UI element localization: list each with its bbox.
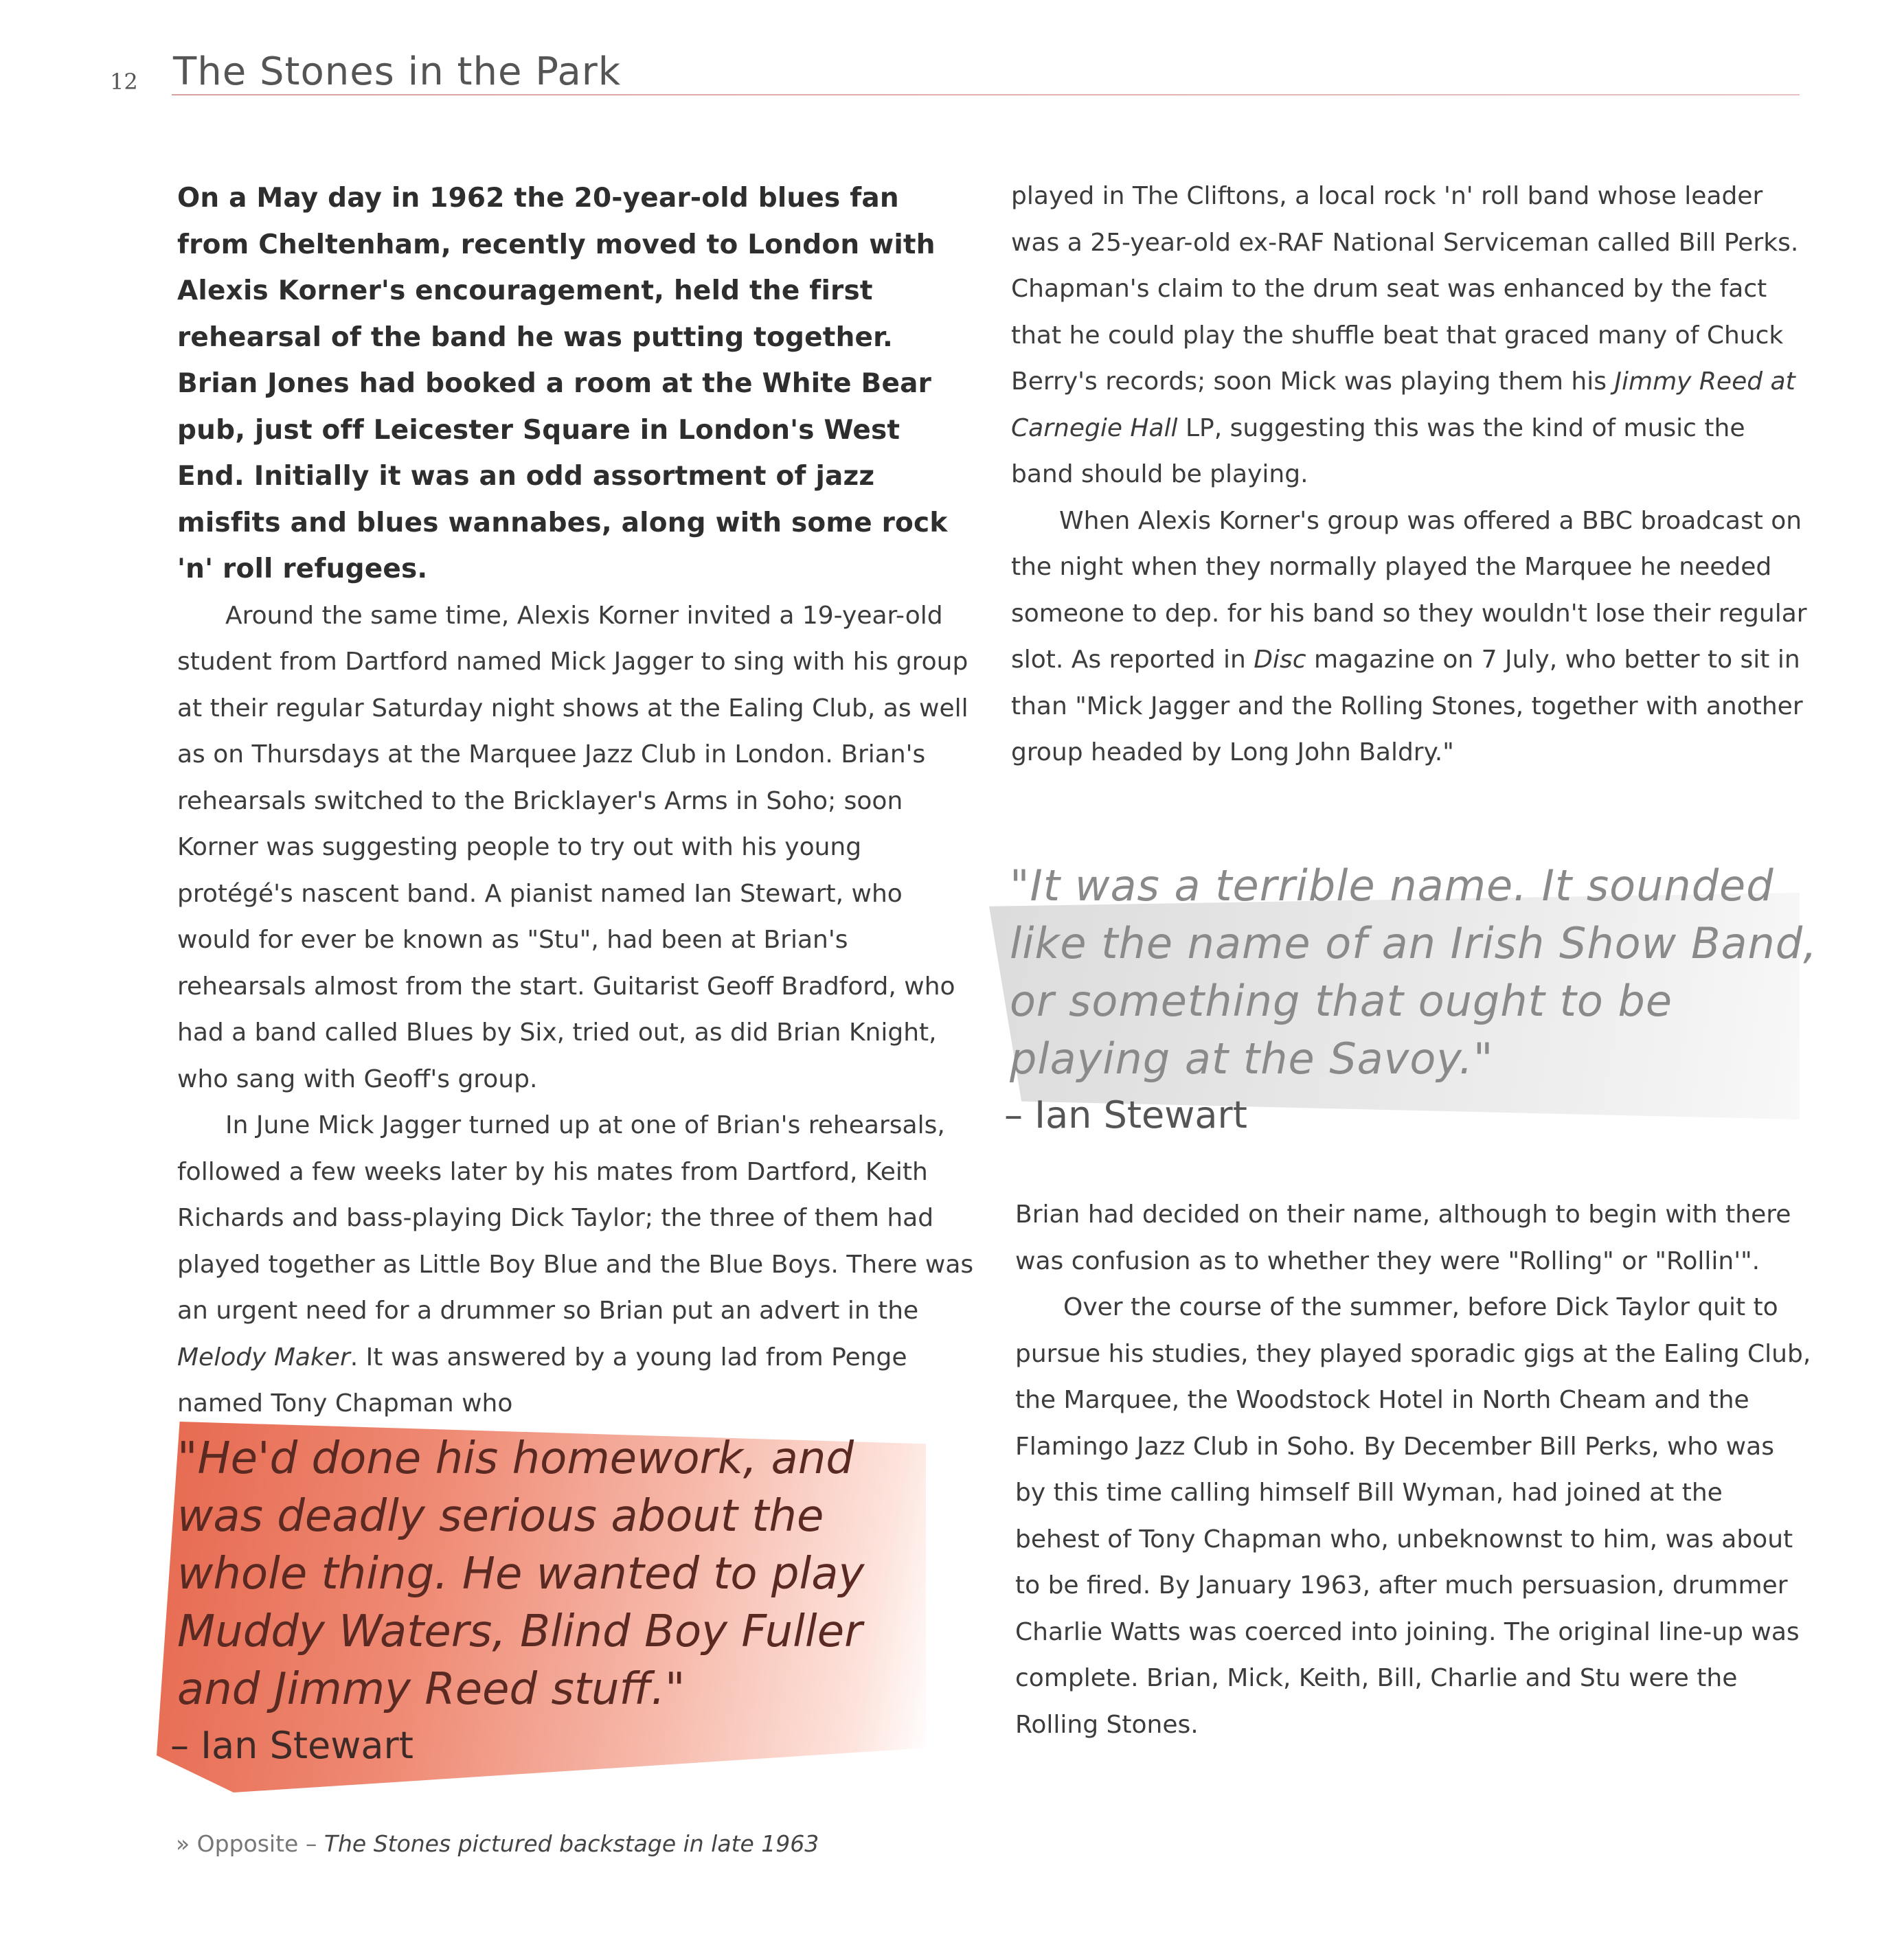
right-column: [1011, 173, 1808, 776]
body-paragraph: [177, 1102, 974, 1427]
body-paragraph: Brian had decided on their name, although to begin with there was confusion as to whether they were "Rolling" or "Rollin'".: [1015, 1200, 1791, 1275]
caption-text: The Stones pictured backstage in late 1963: [324, 1830, 819, 1857]
body-paragraph: Around the same time, Alexis Korner invited a 19-year-old student from Dartford named Mick Jagger to sing with his group at their regular Saturday night shows at the Ealing Club, as well as on Thursdays at the Marquee Jazz Club in London. Brian's rehearsals switched to the Bricklayer's Arms in Soho; soon Korner was suggesting people to try out with his young protégé's nascent band. A pianist named Ian Stewart, who would for ever be known as "Stu", had been at Brian's rehearsals almost from the start. Guitarist Geoff Bradford, who had a band called Blues by Six, tried out, as did Brian Knight, who sang with Geoff's group.: [177, 601, 968, 1093]
photo-caption: [176, 1830, 819, 1857]
body-text: played in The Cliftons, a local rock 'n' roll band whose leader was a 25-year-old ex-RAF National Serviceman called Bill Perks. Chapman's claim to the drum seat was enhanced by the fact that he could play the shuffle beat that graced many of Chuck Berry's records; soon Mick was playing them his: [1011, 182, 1799, 396]
header-rule: [172, 94, 1800, 95]
body-text: . It was answered by a young lad from Penge named Tony Chapman who: [177, 1343, 907, 1418]
running-title: The Stones in the Park: [173, 49, 622, 94]
body-text: In June Mick Jagger turned up at one of Brian's rehearsals, followed a few weeks later by his mates from Dartford, Keith Richards and bass-playing Dick Taylor; the three of them had played together as Little Boy Blue and the Blue Boys. There was an urgent need for a drummer so Brian put an advert in the: [177, 1111, 974, 1325]
pull-quote-grey: "It was a terrible name. It sounded like the name of an Irish Show Band, or something that ought to be playing at the Savoy.": [1010, 861, 1817, 1084]
pull-quote-grey-attribution: – Ian Stewart: [1004, 1093, 1247, 1137]
body-paragraph: Over the course of the summer, before Dick Taylor quit to pursue his studies, they played sporadic gigs at the Ealing Club, the Marquee, the Woodstock Hotel in North Cheam and the Flamingo Jazz Club in Soho. By December Bill Perks, who was by this time calling himself Bill Wyman, had joined at the behest of Tony Chapman who, unbeknownst to him, was about to be fired. By January 1963, after much persuasion, drummer Charlie Watts was coerced into joining. The original line-up was complete. Brian, Mick, Keith, Bill, Charlie and Stu were the Rolling Stones.: [1015, 1293, 1811, 1739]
body-paragraph: [1011, 173, 1808, 498]
body-text: LP, suggesting this was the kind of music the band should be playing.: [1011, 413, 1745, 488]
right-column-lower: [1015, 1192, 1812, 1748]
body-text: When Alexis Korner's group was offered a BBC broadcast on the night when they normally played the Marquee he needed someone to dep. for his band so they wouldn't lose their regular slot. As reported in: [1011, 506, 1807, 674]
italic-title: Melody Maker: [177, 1343, 350, 1371]
left-column: [177, 175, 974, 1427]
pull-quote-red-attribution: – Ian Stewart: [170, 1724, 413, 1767]
pull-quote-red: "He'd done his homework, and was deadly serious about the whole thing. He wanted to play Muddy Waters, Blind Boy Fuller and Jimmy Reed stuff.": [177, 1433, 865, 1715]
italic-title: Jimmy Reed at Carnegie Hall: [1011, 367, 1795, 442]
lead-paragraph: On a May day in 1962 the 20-year-old blues fan from Cheltenham, recently moved to London with Alexis Korner's encouragement, held the first rehearsal of the band he was putting together. Brian Jones had booked a room at the White Bear pub, just off Leicester Square in London's West End. Initially it was an odd assortment of jazz misfits and blues wannabes, along with some rock 'n' roll refugees.: [177, 183, 948, 584]
page-number: 12: [110, 69, 138, 95]
italic-title: Disc: [1254, 646, 1306, 674]
body-text: magazine on 7 July, who better to sit in than "Mick Jagger and the Rolling Stones, together with another group headed by Long John Baldry.": [1011, 646, 1803, 766]
caption-lead: » Opposite –: [176, 1830, 324, 1857]
body-paragraph: [1011, 498, 1808, 776]
